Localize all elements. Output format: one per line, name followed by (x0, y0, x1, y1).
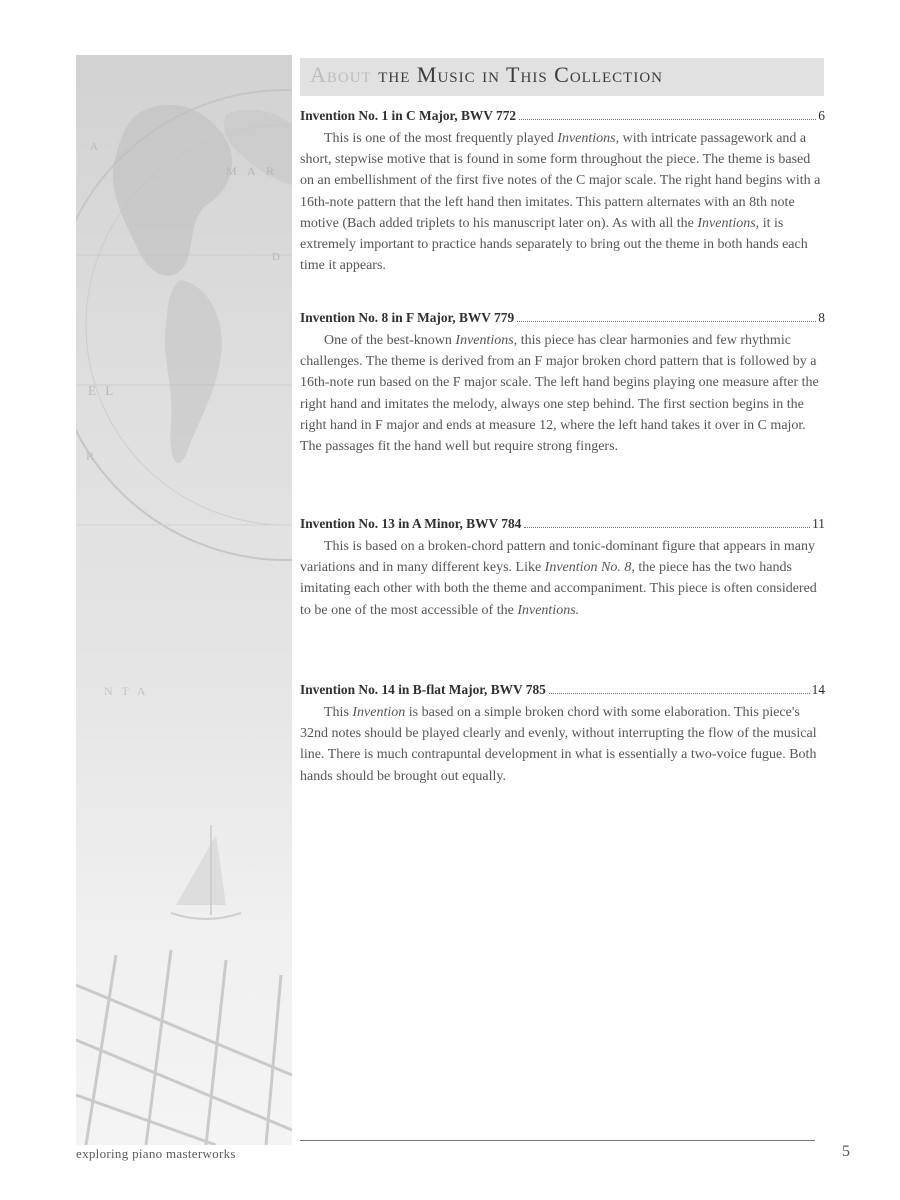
decorative-map-sidebar (76, 55, 292, 1145)
body-text: it is extremely important to practice hands separately to bring out the theme in both hands each time it appears. (300, 215, 808, 274)
svg-text:N T A: N T A (104, 684, 149, 698)
title-main: the Music in This Collection (378, 62, 663, 87)
italic-title: Inventions, (455, 333, 518, 348)
body-text: One of the best-known (324, 333, 456, 348)
entry-page-number: 11 (812, 516, 825, 531)
page-title (310, 62, 663, 88)
entry-description (300, 330, 825, 457)
svg-text:E L: E L (88, 383, 117, 398)
entry-invention-1 (300, 106, 825, 276)
entry-page-number: 14 (811, 682, 825, 697)
entry-title: Invention No. 14 in B-flat Major, BWV 785 (300, 682, 546, 697)
body-text: This (324, 705, 353, 720)
leader-dots (517, 321, 816, 322)
leader-dots (519, 119, 816, 120)
entry-heading (300, 680, 825, 700)
italic-title: Inventions, (697, 215, 760, 231)
body-text: this piece has clear harmonies and few rhythmic challenges. The theme is derived from an F major broken chord pattern that is followed by a 16th-note run based on the F major scale. The left hand begins playing one measure after the right hand and imitates the melody, always one step behind. The first section begins in the right hand in F major and ends at measure 12, where the left hand takes it over in C major. The passages fit the hand well but require strong fingers. (300, 333, 819, 455)
entry-title: Invention No. 13 in A Minor, BWV 784 (300, 516, 522, 531)
world-map-illustration (76, 55, 292, 1145)
entry-invention-14 (300, 680, 825, 787)
entry-invention-8 (300, 308, 825, 457)
title-prefix: About (310, 62, 372, 87)
entry-description (300, 536, 825, 621)
body-text: the piece has the two hands imitating each other with both the theme and accompaniment. This piece is often considered to be one of the most accessible of the (300, 560, 817, 618)
svg-text:A: A (90, 141, 98, 153)
body-text: with intricate passagework and a short, stepwise motive that is found in some form throughout the piece. The theme is based on an embellishment of the first five notes of the C major scale. The right hand begins with a 16th-note pattern that the left hand then imitates. This pattern alternates with an 8th note motive (Bach added triplets to his manuscript later on). As with all the (300, 131, 821, 231)
entry-heading (300, 514, 825, 534)
entry-page-number: 8 (818, 310, 825, 325)
body-text: This is one of the most frequently played (324, 131, 558, 146)
italic-title: Invention No. 8, (544, 560, 635, 576)
entry-title: Invention No. 8 in F Major, BWV 779 (300, 310, 515, 325)
entry-heading (300, 106, 825, 126)
entry-title: Invention No. 1 in C Major, BWV 772 (300, 108, 517, 123)
entry-description (300, 128, 825, 276)
footer-rule (300, 1140, 815, 1141)
svg-text:D: D (272, 251, 280, 263)
entry-invention-13 (300, 514, 825, 621)
body-text: is based on a simple broken chord with some elaboration. This piece's 32nd notes should be played clearly and evenly, without interrupting the flow of the musical line. There is much contrapuntal development in what is essentially a two-voice fugue. Both hands should be brought out equally. (300, 705, 817, 784)
leader-dots (524, 527, 810, 528)
svg-text:M A R: M A R (226, 164, 279, 178)
italic-title: Inventions, (557, 131, 620, 146)
italic-title: Inventions. (517, 602, 580, 618)
leader-dots (549, 693, 810, 694)
italic-title: Invention (352, 705, 406, 720)
page-number: 5 (842, 1143, 850, 1160)
entry-description (300, 702, 825, 787)
entry-heading (300, 308, 825, 328)
body-text: This is based on a broken-chord pattern and tonic-dominant figure that appears in many variations and in many different keys. Like (300, 539, 816, 576)
footer-book-title: exploring piano masterworks (76, 1146, 236, 1161)
svg-text:R: R (86, 449, 97, 463)
entry-page-number: 6 (818, 108, 825, 123)
